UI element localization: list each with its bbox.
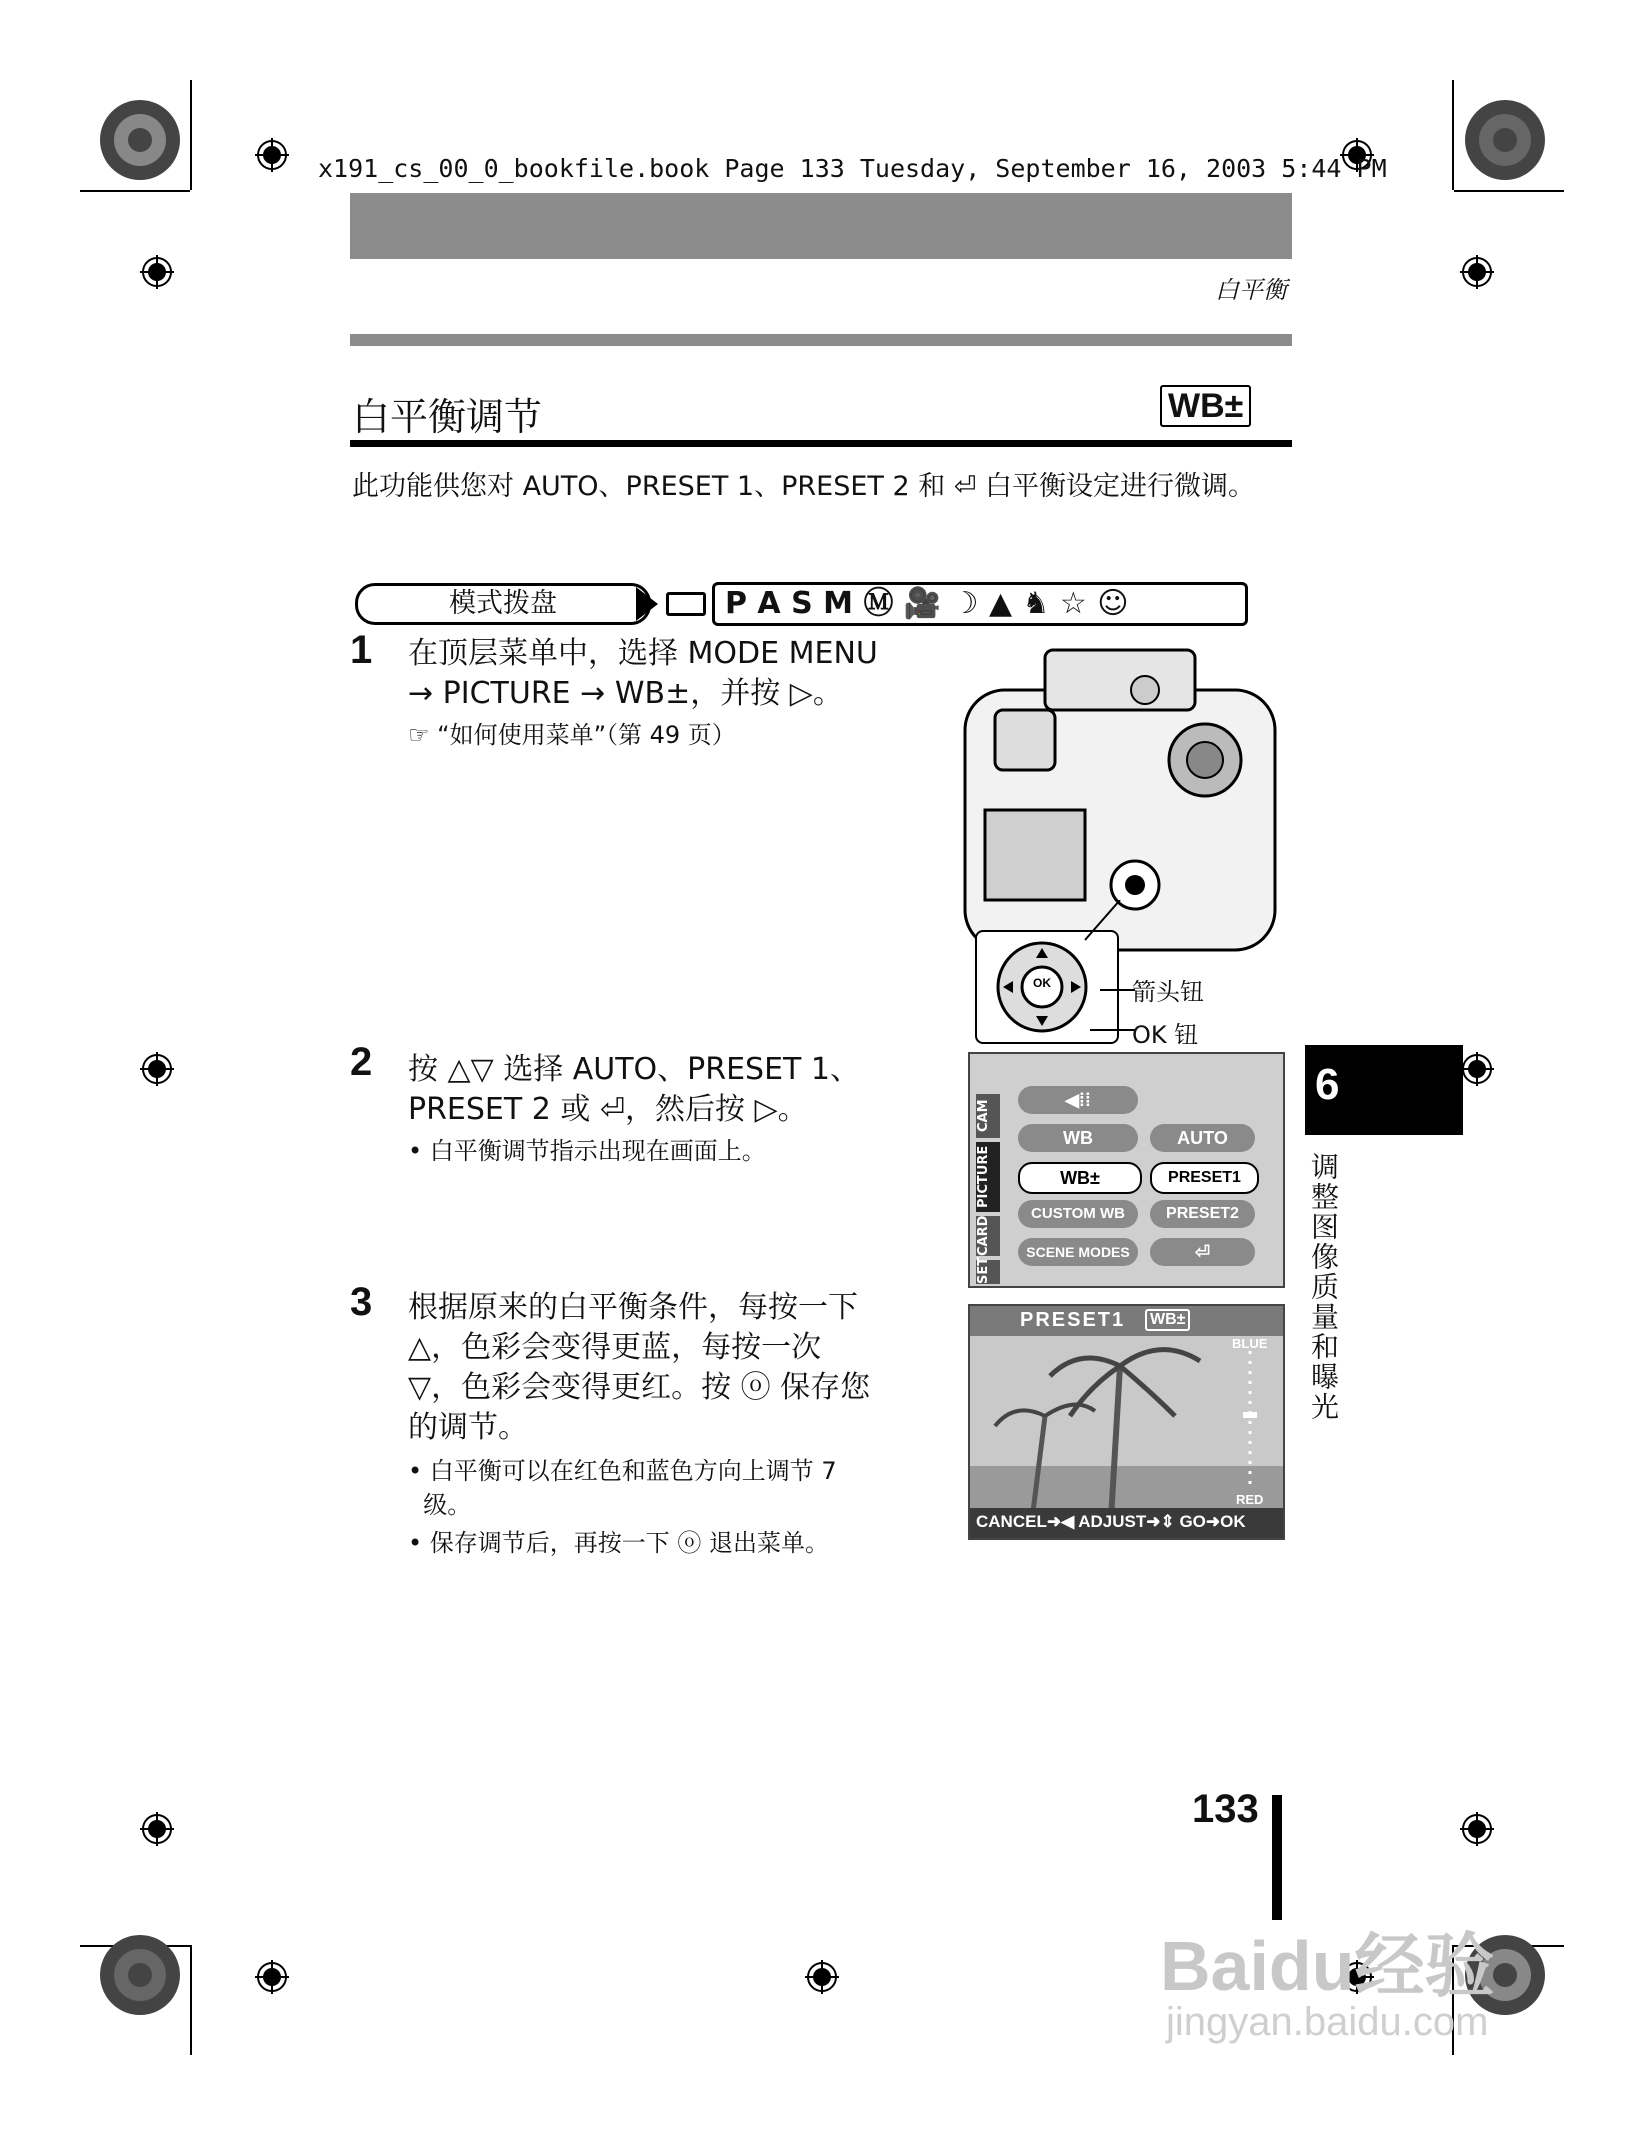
watermark-url: jingyan.baidu.com <box>1166 2000 1489 2044</box>
menu-item: WB <box>1018 1124 1138 1152</box>
step-note: 级。 <box>408 1491 472 1519</box>
step-text: 按 △▽ 选择 AUTO、PRESET 1、 <box>408 1052 861 1087</box>
watermark-logo: Baidu经验 <box>1160 1927 1495 2005</box>
menu-option: AUTO <box>1150 1124 1255 1152</box>
step-number: 3 <box>350 1280 373 1324</box>
adjust-screen <box>968 1304 1285 1540</box>
menu-screen <box>968 1052 1285 1288</box>
callout-lines <box>1080 900 1140 1040</box>
section-title: 白平衡调节 <box>352 395 543 439</box>
registration-target <box>255 138 289 172</box>
menu-item: ◀⁞⁞ <box>1018 1086 1138 1114</box>
menu-item-selected: WB± <box>1018 1162 1142 1194</box>
menu-tab: PICTURE <box>976 1142 1000 1212</box>
registration-target <box>140 255 174 289</box>
mode-dial-label: 模式拨盘 <box>355 583 651 625</box>
crop-mark <box>1454 190 1564 192</box>
step-number: 1 <box>350 628 373 672</box>
menu-tab: SET <box>976 1260 1000 1284</box>
intro-text: 此功能供您对 AUTO、PRESET 1、PRESET 2 和 ⏎ 白平衡设定进行微调。 <box>352 471 1256 502</box>
ok-button-callout: OK 钮 <box>1132 1021 1199 1049</box>
wb-adjust-icon: WB± <box>1145 1309 1190 1331</box>
registration-target <box>140 1052 174 1086</box>
step-text: → PICTURE → WB±，并按 ▷。 <box>408 676 843 711</box>
registration-target <box>255 1960 289 1994</box>
menu-tab: CARD <box>976 1216 1000 1256</box>
red-label: RED <box>1236 1492 1264 1507</box>
arrow-icon <box>636 587 658 621</box>
chapter-number: 6 <box>1315 1060 1340 1109</box>
print-header: x191_cs_00_0_bookfile.book Page 133 Tuesday, September 16, 2003 5:44 PM <box>318 154 1387 183</box>
step-text: ▽，色彩会变得更红。按 ⓞ 保存您 <box>408 1370 871 1405</box>
adjust-title: PRESET1 <box>1020 1309 1126 1331</box>
card-icon <box>666 592 706 616</box>
step-note: • 保存调节后，再按一下 ⓞ 退出菜单。 <box>408 1529 830 1557</box>
divider <box>350 334 1292 346</box>
title-rule <box>350 440 1292 447</box>
adjust-footer: CANCEL➜◀ ADJUST➜⇕ GO➜OK <box>976 1512 1246 1531</box>
reference-note: ☞ “如何使用菜单”（第 49 页） <box>408 721 736 749</box>
step-text: 根据原来的白平衡条件，每按一下 <box>408 1290 858 1325</box>
registration-target <box>1460 255 1494 289</box>
menu-option: PRESET2 <box>1150 1200 1255 1228</box>
menu-item: CUSTOM WB <box>1018 1200 1138 1228</box>
running-head: 白平衡 <box>1215 276 1287 304</box>
registration-target <box>805 1960 839 1994</box>
ok-button-label: OK <box>1033 976 1051 990</box>
step-text: PRESET 2 或 ⏎，然后按 ▷。 <box>408 1092 808 1127</box>
header-bar <box>350 193 1292 259</box>
step-note: • 白平衡可以在红色和蓝色方向上调节 7 <box>408 1457 837 1485</box>
wb-adjust-icon: WB± <box>1160 385 1251 427</box>
registration-rosette <box>95 95 185 185</box>
step-text: 的调节。 <box>408 1410 528 1445</box>
mode-list: P A S M Ⓜ 🎥 ☽ ▲ ♞ ☆ ☺ <box>712 582 1248 626</box>
step-number: 2 <box>350 1040 373 1084</box>
crop-mark <box>190 80 192 190</box>
arrow-button-label: 箭头钮 <box>1132 978 1204 1006</box>
crop-mark <box>1452 80 1454 190</box>
registration-rosette <box>95 1930 185 2020</box>
menu-tab: CAM <box>976 1094 1000 1138</box>
crop-mark <box>190 1945 192 2055</box>
chapter-label: 调整图像质量和曝光 <box>1307 1152 1340 1422</box>
registration-target <box>1460 1052 1494 1086</box>
menu-option: ⏎ <box>1150 1238 1255 1266</box>
crop-mark <box>80 190 190 192</box>
registration-rosette <box>1460 95 1550 185</box>
menu-item: SCENE MODES <box>1018 1238 1138 1266</box>
registration-target <box>1460 1812 1494 1846</box>
page-bar <box>1272 1795 1282 1920</box>
page-number: 133 <box>1192 1787 1259 1831</box>
menu-option-selected: PRESET1 <box>1150 1162 1259 1194</box>
registration-target <box>140 1812 174 1846</box>
step-text: △，色彩会变得更蓝，每按一次 <box>408 1330 822 1365</box>
step-text: 在顶层菜单中，选择 MODE MENU <box>408 636 878 671</box>
blue-label: BLUE <box>1232 1336 1268 1351</box>
step-note: • 白平衡调节指示出现在画面上。 <box>408 1137 766 1165</box>
